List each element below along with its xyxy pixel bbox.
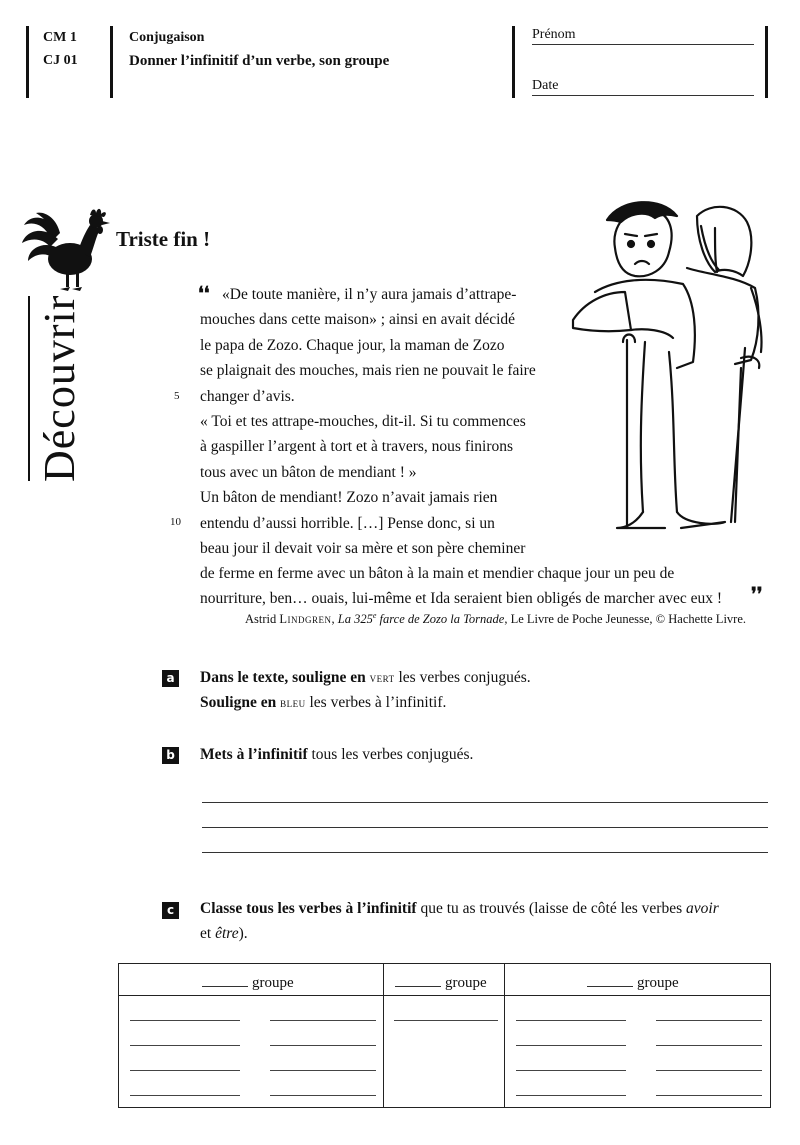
page-title: Donner l’infinitif d’un verbe, son groupe: [129, 53, 390, 69]
question-b-badge: b: [162, 747, 179, 764]
section-title: Triste fin !: [116, 227, 211, 251]
story-line: le papa de Zozo. Chaque jour, la maman de Zozo: [200, 336, 505, 354]
header-bar-right-b: [765, 26, 768, 98]
table-answer-line[interactable]: [516, 1020, 626, 1021]
table-header-group-3: [587, 972, 679, 992]
date-field[interactable]: [532, 95, 754, 96]
story-line: à gaspiller l’argent à tort et à travers, nous finirons: [200, 438, 514, 456]
question-b-bold: Mets à l’infinitif: [200, 746, 308, 763]
citation-publisher: , Le Livre de Poche Jeunesse, © Hachette Livre.: [504, 612, 747, 627]
question-a-bold: Dans le texte, souligne en: [200, 669, 366, 686]
story-line: tous avec un bâton de mendiant ! »: [200, 463, 417, 481]
group-2-label: groupe: [445, 975, 487, 991]
header-bar-right-a: [512, 26, 515, 98]
table-col-divider-1: [383, 963, 384, 1107]
question-a-line2: [200, 691, 446, 715]
question-c-avoir: avoir: [686, 900, 719, 917]
table-answer-line[interactable]: [270, 1020, 376, 1021]
question-c-badge: c: [162, 902, 179, 919]
story-line: changer d’avis.: [200, 387, 295, 405]
question-c-line2: [200, 922, 248, 946]
table-answer-line[interactable]: [270, 1095, 376, 1096]
citation-author-last: Lindgren: [279, 612, 332, 627]
story-line: mouches dans cette maison» ; ainsi en avait décidé: [200, 311, 516, 329]
line-number-5: 5: [174, 390, 180, 402]
answer-line-1[interactable]: [202, 802, 768, 803]
line-number-10: 10: [170, 516, 181, 528]
citation-book-rest: farce de Zozo la Tornade: [376, 612, 505, 627]
header-bar-mid: [110, 26, 113, 98]
color-green-label: vert: [369, 670, 395, 685]
citation: Astrid Lindgren, La 325e farce de Zozo la Tornade, Le Livre de Poche Jeunesse, © Hachette Livre.: [245, 611, 747, 627]
question-b-rest: tous les verbes conjugués.: [307, 746, 474, 763]
question-c-line2-start: et: [200, 925, 216, 942]
table-header-group-1: [202, 972, 294, 992]
table-answer-line[interactable]: [130, 1070, 240, 1071]
table-answer-line[interactable]: [656, 1045, 762, 1046]
story-line: beau jour il devait voir sa mère et son père cheminer: [200, 539, 526, 557]
code-label: CJ 01: [43, 53, 78, 68]
table-header-divider: [118, 995, 770, 996]
question-a-badge: a: [162, 670, 179, 687]
group-1-label: groupe: [252, 975, 294, 991]
group-1-blank[interactable]: [202, 972, 248, 987]
open-quote: ❛❛: [198, 283, 210, 303]
table-answer-line[interactable]: [656, 1020, 762, 1021]
section-label: Découvrir: [35, 294, 84, 482]
question-b-text: [200, 743, 473, 767]
date-label: Date: [532, 78, 559, 93]
question-c-line1: [200, 897, 719, 921]
story-line: entendu d’aussi horrible. […] Pense donc, si un: [200, 514, 495, 532]
question-c-bold: Classe tous les verbes à l’infinitif: [200, 900, 417, 917]
table-answer-line[interactable]: [394, 1020, 498, 1021]
subject-label: Conjugaison: [129, 30, 205, 45]
table-answer-line[interactable]: [130, 1095, 240, 1096]
table-answer-line[interactable]: [516, 1095, 626, 1096]
group-3-blank[interactable]: [587, 972, 633, 987]
table-answer-line[interactable]: [656, 1070, 762, 1071]
section-bar: [28, 296, 30, 481]
question-c-etre: être: [215, 925, 239, 942]
level-label: CM 1: [43, 30, 77, 45]
rooster-icon: [20, 203, 112, 295]
color-blue-label: bleu: [280, 695, 306, 710]
table-answer-line[interactable]: [270, 1070, 376, 1071]
table-col-divider-2: [504, 963, 505, 1107]
question-a2-bold: Souligne en: [200, 694, 277, 711]
story-line: nourriture, ben… ouais, lui-même et Ida seraient bien obligés de marcher avec eux !: [200, 590, 723, 608]
table-answer-line[interactable]: [130, 1045, 240, 1046]
table-answer-line[interactable]: [516, 1070, 626, 1071]
close-quote: ❜❜: [751, 584, 763, 604]
answer-line-3[interactable]: [202, 852, 768, 853]
story-line: « Toi et tes attrape-mouches, dit-il. Si tu commences: [200, 412, 526, 430]
name-label: Prénom: [532, 27, 576, 42]
citation-book-sup: e: [372, 611, 377, 620]
name-field[interactable]: [532, 44, 754, 45]
characters-illustration: [565, 192, 775, 542]
group-2-blank[interactable]: [395, 972, 441, 987]
citation-author-first: Astrid: [245, 612, 277, 627]
citation-book-title: La 325: [337, 612, 373, 627]
story-line: Un bâton de mendiant! Zozo n’avait jamais rien: [200, 489, 498, 507]
story-narrow: [200, 282, 536, 561]
question-a2-rest: les verbes à l’infinitif.: [305, 694, 447, 711]
question-c-line2-end: ).: [238, 925, 248, 942]
story-line: se plaignait des mouches, mais rien ne pouvait le faire: [200, 362, 536, 380]
table-answer-line[interactable]: [516, 1045, 626, 1046]
question-a-line1: [200, 666, 531, 690]
question-c-rest: que tu as trouvés (laisse de côté les verbes: [416, 900, 687, 917]
answer-line-2[interactable]: [202, 827, 768, 828]
group-3-label: groupe: [637, 975, 679, 991]
table-answer-line[interactable]: [130, 1020, 240, 1021]
question-a-rest: les verbes conjugués.: [394, 669, 531, 686]
story-line: «De toute manière, il n’y aura jamais d’attrape-: [222, 286, 517, 303]
table-answer-line[interactable]: [656, 1095, 762, 1096]
story-line: de ferme en ferme avec un bâton à la main et mendier chaque jour un peu de: [200, 565, 675, 582]
story-wide: [200, 561, 722, 612]
table-answer-line[interactable]: [270, 1045, 376, 1046]
table-header-group-2: [395, 972, 487, 992]
header-bar-left: [26, 26, 29, 98]
